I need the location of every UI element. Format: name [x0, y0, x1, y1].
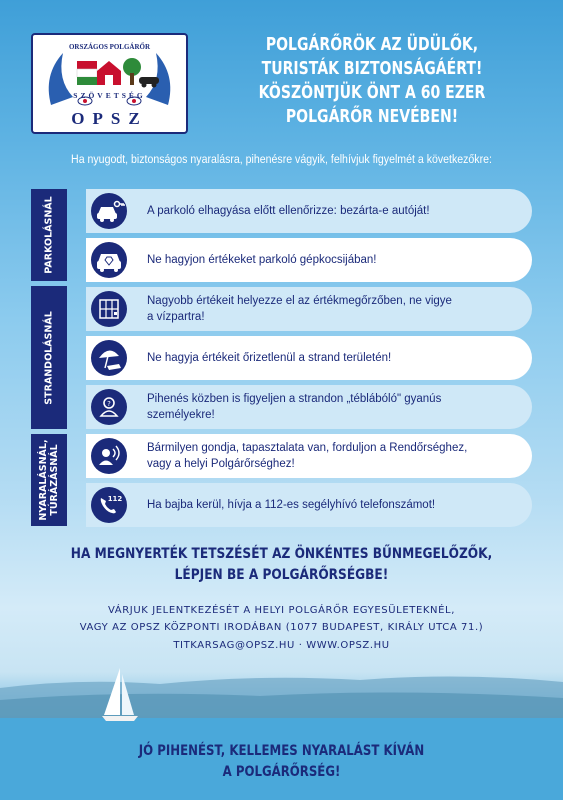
- car-diamond-icon: [91, 242, 127, 278]
- section-label-parking: [31, 189, 67, 281]
- tip-text: Ha bajba kerül, hívja a 112-es segélyhívó telefonszámot!: [147, 499, 436, 511]
- svg-text:112: 112: [107, 495, 123, 503]
- logo-top-text: ORSZÁGOS POLGÁRŐR: [68, 43, 151, 51]
- section-label-text: PARKOLÁSNÁL: [43, 196, 55, 274]
- tip-text: Bármilyen gondja, tapasztalata van, forduljon a Rendőrséghez, vagy a helyi Polgárőrséghez!: [147, 442, 468, 470]
- tip-row: [86, 287, 532, 331]
- tip-row: [86, 189, 532, 233]
- section-label-beach: [31, 286, 67, 429]
- footer-greeting: JÓ PIHENÉST, KELLEMES NYARALÁST KÍVÁN A POLGÁRŐRSÉG!: [138, 743, 425, 780]
- logo-middle-text: SZÖVETSÉG: [73, 91, 146, 100]
- call-to-action: HA MEGNYERTÉK TETSZÉSÉT AZ ÖNKÉNTES BŰNMEGELŐZŐK, LÉPJEN BE A POLGÁRŐRSÉGBE!: [70, 546, 493, 583]
- tip-text: Ne hagyjon értékeket parkoló gépkocsijában!: [147, 254, 377, 266]
- tip-row: [86, 434, 532, 478]
- tip-text: Ne hagyja értékeit őrizetlenül a strand területén!: [147, 352, 392, 364]
- section-label-text: NYARALÁSNÁL, TÚRÁZÁSNÁL: [38, 439, 60, 521]
- tip-text: Pihenés közben is figyeljen a strandon „téblábóló" gyanús személyekre!: [147, 393, 442, 421]
- logo-bottom-text: OPSZ: [71, 109, 148, 128]
- opsz-logo: [31, 33, 188, 134]
- tip-text: Nagyobb értékeit helyezze el az értékmegőrzőben, ne vigye a vízpartra!: [147, 295, 452, 323]
- info-text: VÁRJUK JELENTKEZÉSÉT A HELYI POLGÁRŐR EGYESÜLETEKNÉL, VAGY AZ OPSZ KÖZPONTI IRODÁBAN (1077 BUDAPEST, KIRÁLY UTCA 71.): [79, 605, 484, 633]
- person-broadcast-icon: [91, 438, 127, 474]
- tip-row: [86, 336, 532, 380]
- tip-text: A parkoló elhagyása előtt ellenőrizze: bezárta-e autóját!: [147, 205, 430, 217]
- lockers-icon: [91, 291, 127, 327]
- phone-112-icon: [91, 487, 127, 523]
- intro-text: Ha nyugodt, biztonságos nyaralásra, pihenésre vágyik, felhívjuk figyelmét a következőkre:: [71, 152, 492, 166]
- contact-line: TITKARSAG@OPSZ.HU · WWW.OPSZ.HU: [173, 640, 390, 651]
- car-key-icon: [91, 193, 127, 229]
- tip-row: [86, 483, 532, 527]
- tip-row: [86, 385, 532, 429]
- headline: POLGÁRŐRÖK AZ ÜDÜLŐK, TURISTÁK BIZTONSÁGÁÉRT! KÖSZÖNTJÜK ÖNT A 60 EZER POLGÁRŐR NEVÉBEN!: [258, 34, 486, 127]
- suspicious-person-icon: [91, 389, 127, 425]
- section-label-holiday: [31, 434, 67, 526]
- beach-umbrella-icon: [91, 340, 127, 376]
- section-label-text: STRANDOLÁSNÁL: [43, 310, 55, 405]
- tip-row: [86, 238, 532, 282]
- svg-text:?: ?: [107, 400, 111, 408]
